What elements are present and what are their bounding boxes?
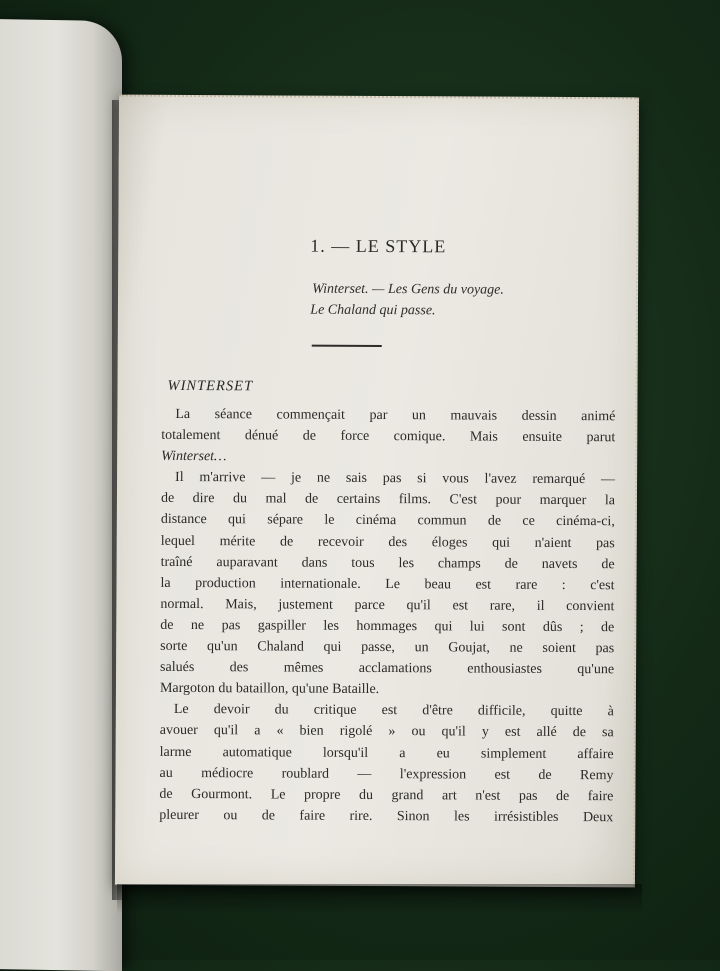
left-page [0, 19, 122, 971]
chapter-title: 1. — LE STYLE [310, 235, 447, 257]
text-line: Margoton du bataillon, qu'une Bataille. [159, 681, 380, 698]
page-bottom-shadow [117, 884, 642, 914]
chapter-subtitle-line-1: Winterset. — Les Gens du voyage. [312, 281, 504, 298]
text-line: normal. Mais, justement parce qu'il est rare, il convient [160, 596, 615, 615]
text-line: pleurer ou de faire rire. Sinon les irrésistibles Deux [159, 807, 614, 826]
section-heading: WINTERSET [167, 377, 254, 395]
text-line: de ne pas gaspiller les hommages qui lui sont dûs ; de [160, 617, 615, 636]
book-page [115, 95, 639, 888]
divider-rule [312, 345, 382, 347]
text-line: de Gourmont. Le propre du grand art n'est pas de faire [159, 786, 614, 804]
text-line: traîné auparavant dans tous les champs de navets de [160, 554, 615, 572]
text-line: sorte qu'un Chaland qui passe, un Goujat, ne soient pas [160, 638, 615, 657]
text-line: La séance commençait par un mauvais dessin animé [175, 406, 616, 425]
text-line: Le devoir du critique est d'être difficile, quitte à [173, 702, 614, 720]
text-line: la production internationale. Le beau est rare : c'est [160, 575, 615, 593]
text-line: Winterset… [161, 449, 227, 465]
text-line: au médiocre roublard — l'expression est de Remy [159, 765, 614, 783]
text-line: avouer qu'il a « bien rigolé » ou qu'il y est allé de sa [159, 723, 614, 741]
text-line: Il m'arrive — je ne sais pas si vous l'avez remarqué — [175, 470, 616, 488]
chapter-subtitle-line-2: Le Chaland qui passe. [310, 302, 436, 319]
text-line: salués des mêmes acclamations enthousiastes qu'une [160, 659, 615, 678]
text-line: distance qui sépare le cinéma commun de ce cinéma-ci, [160, 512, 615, 530]
text-line: totalement dénué de force comique. Mais ensuite parut [161, 427, 616, 446]
text-line: larme automatique lorsqu'il a eu simplement affaire [159, 744, 614, 762]
body-text [159, 404, 615, 828]
text-line: de dire du mal de certains films. C'est pour marquer la [160, 491, 615, 509]
text-line: lequel mérite de recevoir des éloges qui n'aient pas [160, 533, 615, 551]
